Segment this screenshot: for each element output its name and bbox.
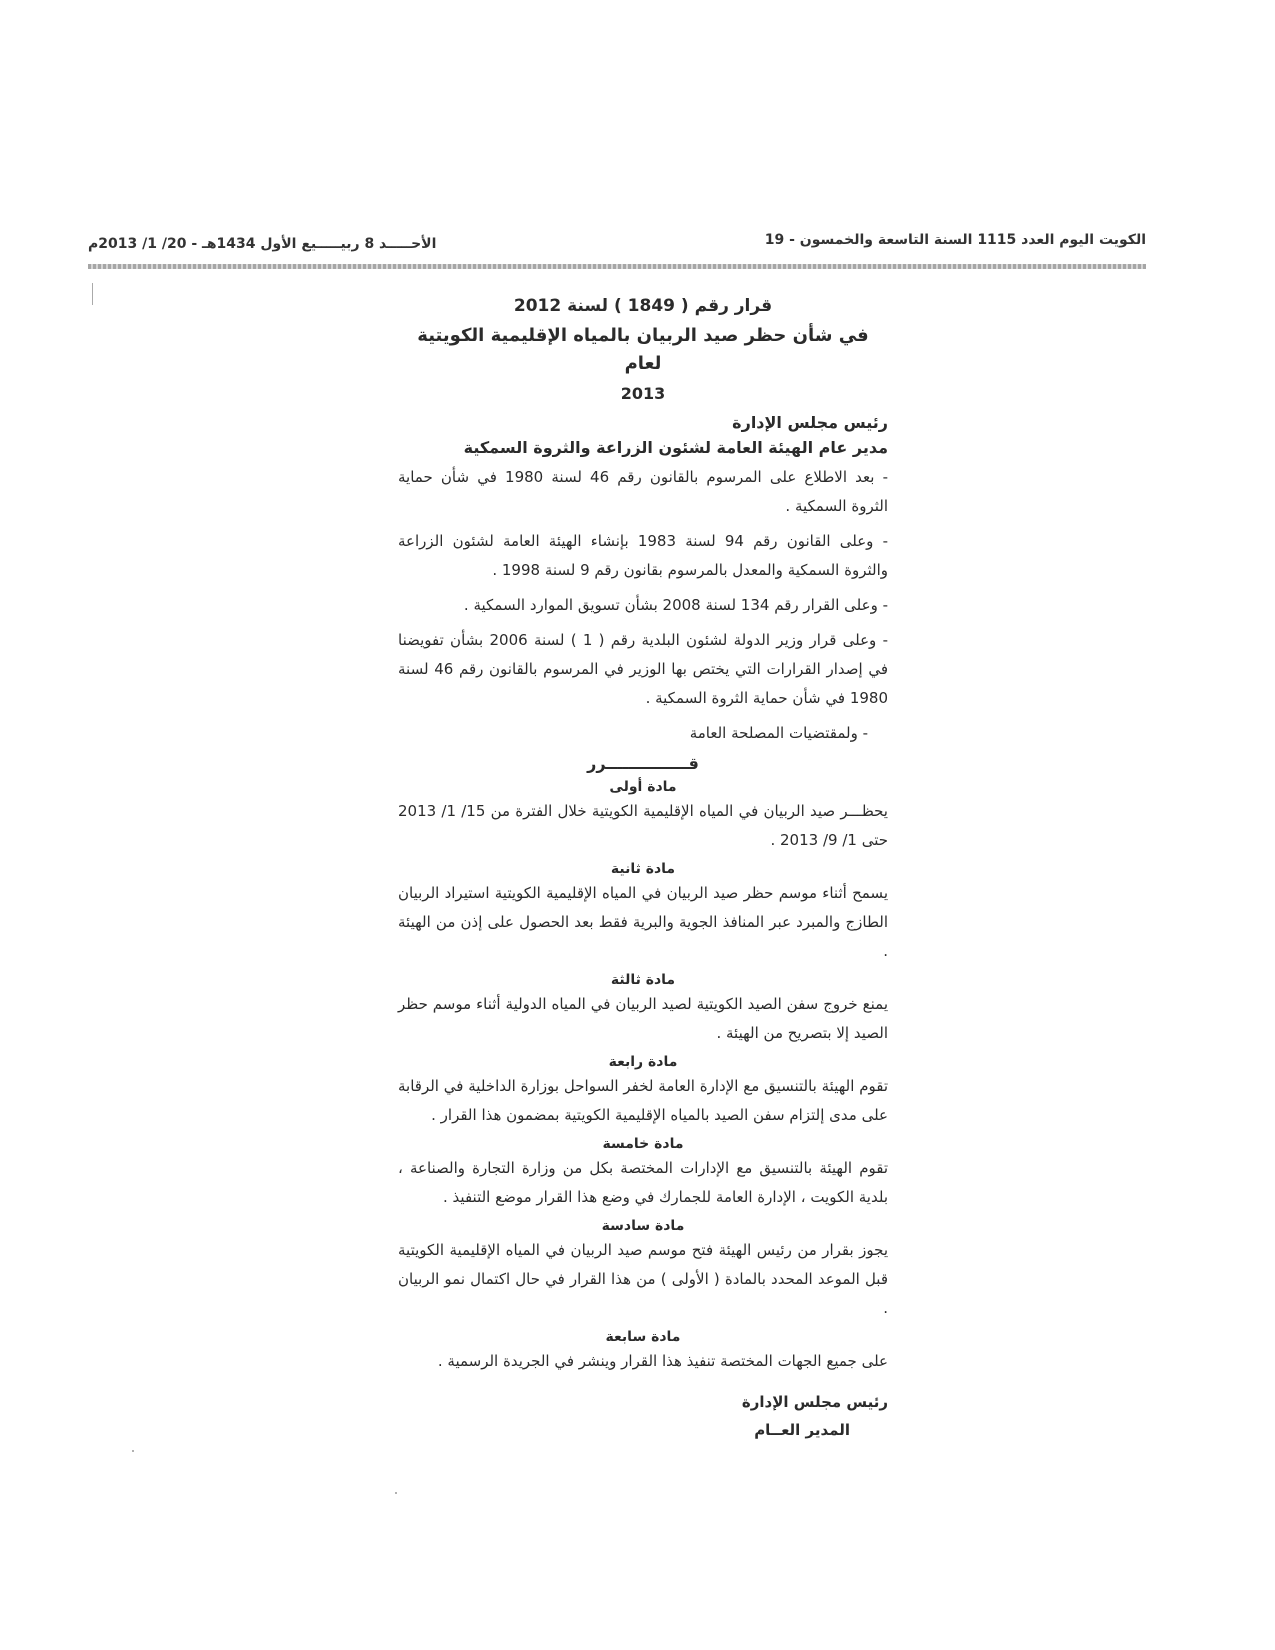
article-title: مادة خامسة <box>602 1136 684 1152</box>
preamble-item: - وعلى القرار رقم 134 لسنة 2008 بشأن تسويق الموارد السمكية . <box>463 596 888 614</box>
article-text: تقوم الهيئة بالتنسيق مع الإدارات المختصة بكل من وزارة التجارة والصناعة ، بلدية الكويت ، الإدارة العامة للجمارك في وضع هذا القرار موضع التنفيذ . <box>398 1159 888 1206</box>
article-title: مادة أولى <box>609 779 677 795</box>
scan-speck <box>395 1492 397 1494</box>
scan-speck <box>132 1450 134 1452</box>
scan-edge-mark <box>92 283 93 305</box>
article-text: يحظـــر صيد الربيان في المياه الإقليمية الكويتية خلال الفترة من 15/ 1/ 2013 حتى 1/ 9/ 2013 . <box>398 802 888 849</box>
header-date: الأحـــــد 8 ربيـــــيع الأول 1434هـ - 20/ 1/ 2013م <box>88 236 437 252</box>
article-title: مادة رابعة <box>608 1054 678 1070</box>
article-title: مادة سابعة <box>605 1329 681 1345</box>
decree-year: 2013 <box>620 384 666 403</box>
article-text: يسمح أثناء موسم حظر صيد الربيان في المياه الإقليمية الكويتية استيراد الربيان الطازج والمبرد عبر المنافذ الجوية والبرية فقط بعد الحصول على إذن من الهيئة . <box>398 884 888 960</box>
preamble-item: - بعد الاطلاع على المرسوم بالقانون رقم 46 لسنة 1980 في شأن حماية الثروة السمكية . <box>398 468 888 515</box>
decree-number: قرار رقم ( 1849 ) لسنة 2012 <box>513 296 773 316</box>
signature-office: المدير العــام <box>754 1421 850 1439</box>
header-rule <box>88 264 1146 269</box>
signature-title: رئيس مجلس الإدارة <box>741 1393 888 1411</box>
decree-subject: في شأن حظر صيد الربيان بالمياه الإقليمية الكويتية لعام <box>417 325 869 374</box>
article-text: يجوز بقرار من رئيس الهيئة فتح موسم صيد الربيان في المياه الإقليمية الكويتية قبل الموعد المحدد بالمادة ( الأولى ) من هذا القرار في حال اكتمال نمو الربيان . <box>398 1241 888 1317</box>
article-title: مادة ثانية <box>610 861 676 877</box>
signature-block <box>398 1388 888 1444</box>
decided-heading: قـــــــــــــــرر <box>587 754 699 773</box>
article-text: على جميع الجهات المختصة تنفيذ هذا القرار وينشر في الجريدة الرسمية . <box>437 1352 888 1370</box>
decree-document <box>398 296 888 1444</box>
preamble-item: - وعلى قرار وزير الدولة لشئون البلدية رقم ( 1 ) لسنة 2006 بشأن تفويضنا في إصدار القرارات التي يختص بها الوزير في المرسوم بالقانون رقم 46 لسنة 1980 في شأن حماية الثروة السمكية . <box>398 631 888 707</box>
page-header <box>88 228 1146 262</box>
issuer-title: رئيس مجلس الإدارة <box>732 413 888 432</box>
issuer-office: مدير عام الهيئة العامة لشئون الزراعة والثروة السمكية <box>463 438 888 457</box>
article-title: مادة سادسة <box>601 1218 685 1234</box>
header-gazette-info: الكويت اليوم العدد 1115 السنة التاسعة والخمسون - 19 <box>764 232 1146 248</box>
article-title: مادة ثالثة <box>610 972 676 988</box>
preamble-item: - ولمقتضيات المصلحة العامة <box>689 724 868 742</box>
preamble-item: - وعلى القانون رقم 94 لسنة 1983 بإنشاء الهيئة العامة لشئون الزراعة والثروة السمكية والمعدل بالمرسوم بقانون رقم 9 لسنة 1998 . <box>398 532 888 579</box>
article-text: تقوم الهيئة بالتنسيق مع الإدارة العامة لخفر السواحل بوزارة الداخلية في الرقابة على مدى إلتزام سفن الصيد بالمياه الإقليمية الكويتية بمضمون هذا القرار . <box>398 1077 888 1124</box>
article-text: يمنع خروج سفن الصيد الكويتية لصيد الربيان في المياه الدولية أثناء موسم حظر الصيد إلا بتصريح من الهيئة . <box>398 995 888 1042</box>
